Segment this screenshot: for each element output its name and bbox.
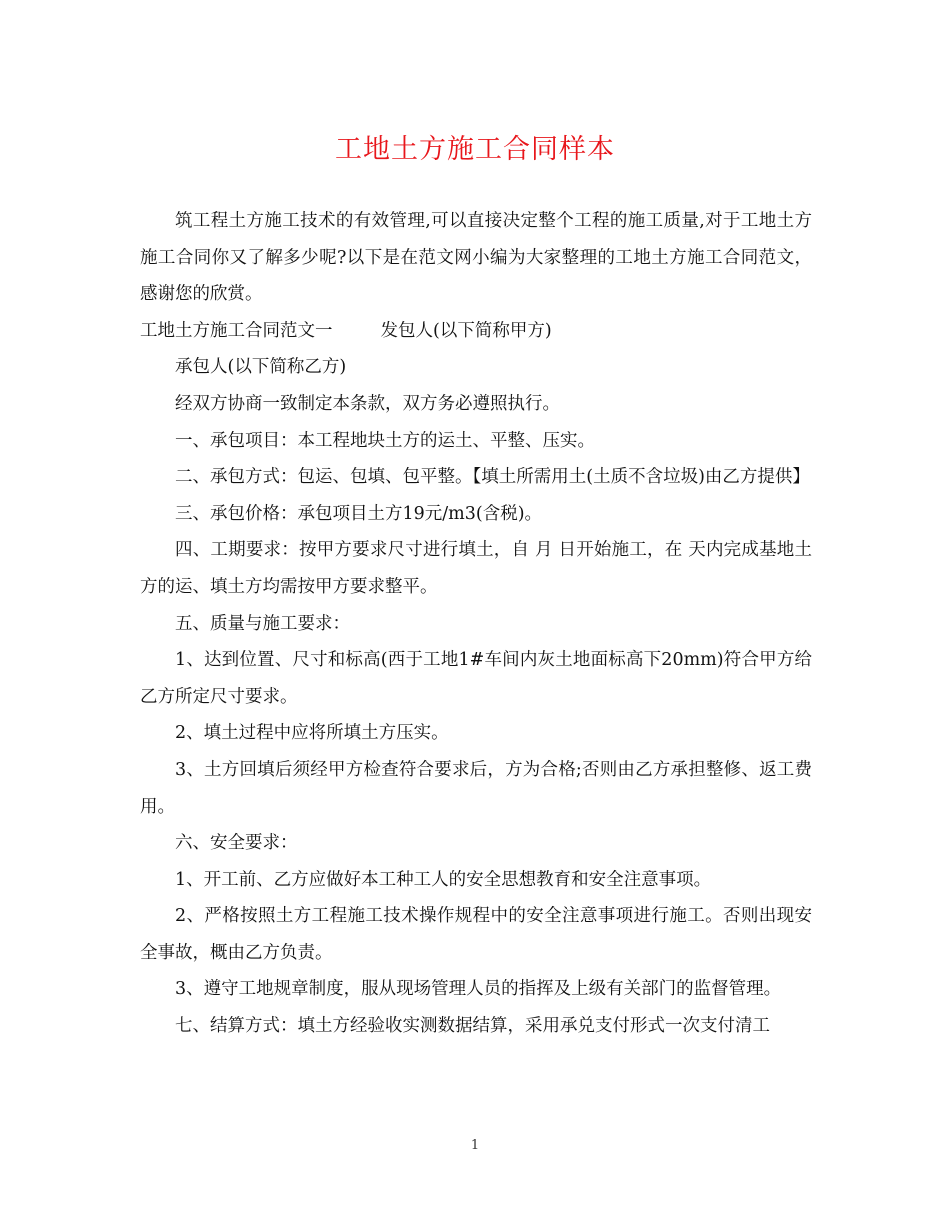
clause-5-2: 2、填土过程中应将所填土方压实。 — [175, 723, 449, 744]
clause-7: 七、结算方式：填土方经验收实测数据结算，采用承兑支付形式一次支付清工 — [175, 1016, 770, 1037]
sample-heading-line — [140, 313, 812, 350]
clause-1: 一、承包项目：本工程地块土方的运土、平整、压实。 — [175, 430, 595, 451]
clause-6-3: 3、遵守工地规章制度，服从现场管理人员的指挥及上级有关部门的监督管理。 — [175, 979, 782, 1000]
clause-6: 六、安全要求： — [175, 833, 298, 854]
clause-2: 二、承包方式：包运、包填、包平整。【填土所需用土(土质不含垃圾)由乙方提供】 — [175, 467, 810, 488]
clause-6-2: 2、严格按照土方工程施工技术操作规程中的安全注意事项进行施工。否则出现安全事故，概由乙方负责。 — [140, 906, 812, 963]
page-number: 1 — [470, 1138, 480, 1153]
clause-5: 五、质量与施工要求： — [175, 613, 350, 634]
clause-4: 四、工期要求：按甲方要求尺寸进行填土，自 月 日开始施工，在 天内完成基地土方的运、填土方均需按甲方要求整平。 — [140, 540, 812, 597]
clause-5-1: 1、达到位置、尺寸和标高(西于工地1#车间内灰土地面标高下20mm)符合甲方给乙方所定尺寸要求。 — [140, 650, 812, 707]
clause-3: 三、承包价格：承包项目土方19元/m3(含税)。 — [175, 503, 543, 524]
intro-paragraph: 筑工程土方施工技术的有效管理,可以直接决定整个工程的施工质量,对于工地土方施工合同你又了解多少呢?以下是在范文网小编为大家整理的工地土方施工合同范文，感谢您的欣赏。 — [140, 211, 812, 305]
party-b-line: 承包人(以下简称乙方) — [175, 357, 347, 378]
party-a-line: 发包人(以下简称甲方) — [380, 320, 552, 341]
document-title: 工地土方施工合同样本 — [335, 134, 615, 165]
agreement-paragraph: 经双方协商一致制定本条款，双方务必遵照执行。 — [175, 393, 560, 414]
document-body — [140, 203, 812, 1045]
clause-6-1: 1、开工前、乙方应做好本工种工人的安全思想教育和安全注意事项。 — [175, 869, 712, 890]
clause-5-3: 3、土方回填后须经甲方检查符合要求后，方为合格;否则由乙方承担整修、返工费用。 — [140, 759, 812, 817]
sample-heading: 工地土方施工合同范文一 — [140, 320, 333, 341]
